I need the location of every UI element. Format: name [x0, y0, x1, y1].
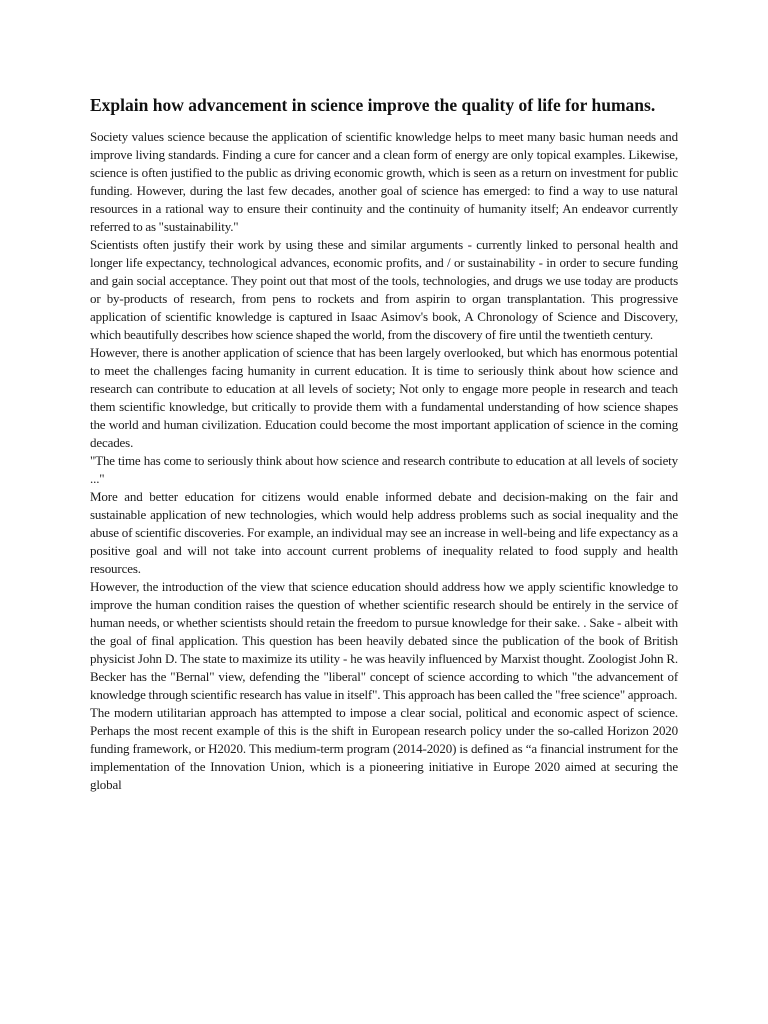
paragraph-better-education: More and better education for citizens would enable informed debate and decision-making on the fair and sustainable application of new technologies, which would help address problems such as social inequality and the abuse of scientific discoveries. For example, an individual may see an increase in well-being and life expectancy as a positive goal and will not take into account current problems of inequality related to food supply and health resources. — [90, 489, 678, 576]
paragraph-another-application: However, there is another application of science that has been largely overlooked, but which has enormous potential to meet the challenges facing humanity in current education. It is time to seriously think about how science and research can contribute to education at all levels of society; Not only to engage more people in research and teach them scientific knowledge, but critically to provide them with a fundamental understanding of how science shapes the world and human civilization. Education could become the most important application of science in the coming decades. — [90, 345, 678, 450]
paragraph-scientists-justify: Scientists often justify their work by using these and similar arguments - currently linked to personal health and longer life expectancy, technological advances, economic profits, and / or sustainability - in order to secure funding and gain social acceptance. They point out that most of the tools, technologies, and drugs we use today are products or by-products of research, from pens to rockets and from aspirin to organ transplantation. This progressive application of scientific knowledge is captured in Isaac Asimov's book, A Chronology of Science and Discovery, which beautifully describes how science shaped the world, from the discovery of fire until the twentieth century. — [90, 237, 678, 342]
paragraph-utilitarian-approach: The modern utilitarian approach has attempted to impose a clear social, political and economic aspect of science. Perhaps the most recent example of this is the shift in European research policy under the so-called Horizon 2020 funding framework, or H2020. This medium-term program (2014-2020) is defined as “a financial instrument for the implementation of the Innovation Union, which is a pioneering initiative in Europe 2020 aimed at securing the global — [90, 705, 678, 792]
document-page — [90, 92, 678, 794]
document-title: Explain how advancement in science improve the quality of life for humans. — [90, 95, 656, 115]
paragraph-society-values: Society values science because the application of scientific knowledge helps to meet many basic human needs and improve living standards. Finding a cure for cancer and a clean form of energy are only topical examples. Likewise, science is often justified to the public as driving economic growth, which is seen as a return on investment for public funding. However, during the last few decades, another goal of science has emerged: to find a way to use natural resources in a rational way to ensure their continuity and the continuity of humanity itself; An endeavor currently referred to as "sustainability." — [90, 129, 678, 234]
paragraph-quote: "The time has come to seriously think about how science and research contribute to education at all levels of society ..." — [90, 453, 678, 486]
paragraph-free-science: However, the introduction of the view that science education should address how we apply scientific knowledge to improve the human condition raises the question of whether scientific research should be entirely in the service of human needs, or whether scientists should retain the freedom to pursue knowledge for their sake. . Sake - albeit with the goal of final application. This question has been heavily debated since the publication of the book of British physicist John D. The state to maximize its utility - he was heavily influenced by Marxist thought. Zoologist John R. Becker has the "Bernal" view, defending the "liberal" concept of science according to which "the advancement of knowledge through scientific research has value in itself". This approach has been called the "free science" approach. — [90, 579, 678, 702]
